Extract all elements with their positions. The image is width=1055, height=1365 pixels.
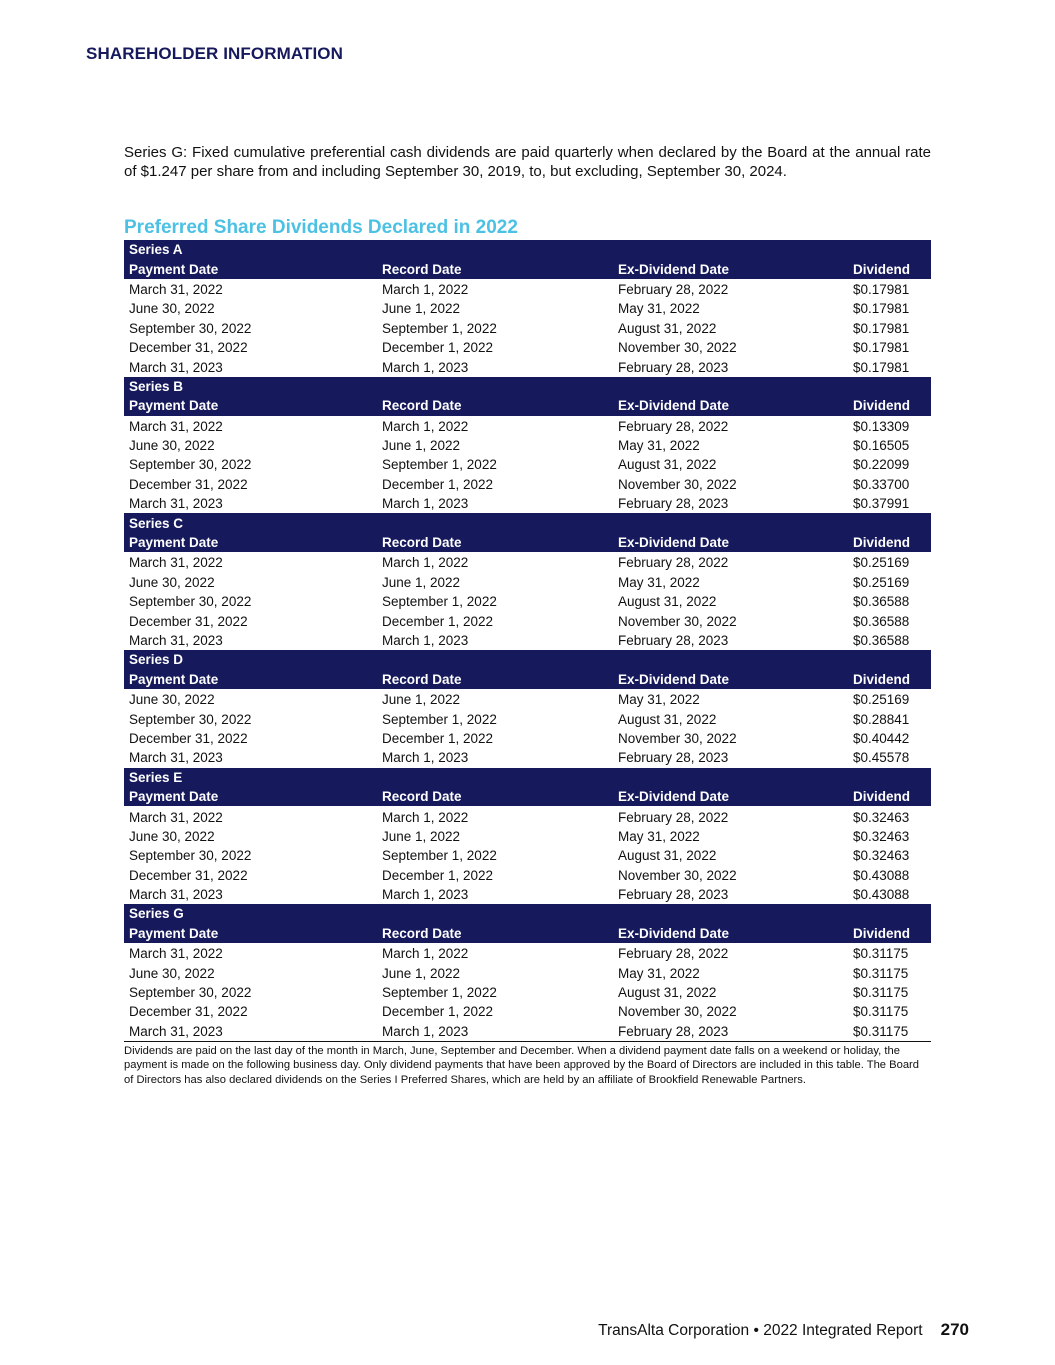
table-title: Preferred Share Dividends Declared in 2022 xyxy=(124,217,518,238)
table-cell: August 31, 2022 xyxy=(618,711,717,727)
table-cell: August 31, 2022 xyxy=(618,985,717,1001)
table-cell: $0.25169 xyxy=(853,555,910,571)
table-cell: March 31, 2022 xyxy=(129,809,223,825)
table-row xyxy=(124,573,931,592)
table-cell: June 30, 2022 xyxy=(129,301,215,317)
column-header-row xyxy=(124,924,931,944)
table-cell: March 31, 2023 xyxy=(129,750,223,766)
footnote: Dividends are paid on the last day of the month in March, June, September and December. When a dividend payment date falls on a weekend or holiday, the payment is made on the following business day. Only dividend payments that have been approved by the Board of Directors are included in this table. The Board of Directors has also declared dividends on the Series I Preferred Shares, which are held by an affiliate of Brookfield Renewable Partners. xyxy=(124,1045,919,1086)
table-cell: September 30, 2022 xyxy=(129,457,252,473)
table-cell: March 1, 2022 xyxy=(382,946,469,962)
table-row xyxy=(124,866,931,885)
table-cell: February 28, 2022 xyxy=(618,946,729,962)
column-header-row xyxy=(124,533,931,553)
table-cell: September 30, 2022 xyxy=(129,711,252,727)
table-cell: $0.22099 xyxy=(853,457,910,473)
table-cell: August 31, 2022 xyxy=(618,320,717,336)
table-cell: $0.37991 xyxy=(853,496,910,512)
column-header-row xyxy=(124,787,931,807)
table-row xyxy=(124,299,931,318)
table-cell: June 1, 2022 xyxy=(382,828,461,844)
column-header: Ex-Dividend Date xyxy=(613,670,848,690)
column-header: Payment Date xyxy=(124,787,377,807)
table-cell: December 31, 2022 xyxy=(129,476,248,492)
table-row xyxy=(124,553,931,573)
table-cell: $0.40442 xyxy=(853,730,910,746)
table-cell: September 1, 2022 xyxy=(382,985,497,1001)
table-cell: May 31, 2022 xyxy=(618,301,700,317)
table-row xyxy=(124,827,931,846)
table-cell: December 1, 2022 xyxy=(382,730,494,746)
table-cell: September 30, 2022 xyxy=(129,594,252,610)
table-cell: $0.32463 xyxy=(853,809,910,825)
table-cell: February 28, 2023 xyxy=(618,496,729,512)
table-cell: November 30, 2022 xyxy=(618,476,737,492)
column-header-row xyxy=(124,670,931,690)
table-cell: $0.43088 xyxy=(853,867,910,883)
table-cell: $0.31175 xyxy=(853,1004,909,1020)
table-cell: May 31, 2022 xyxy=(618,692,700,708)
table-row xyxy=(124,944,931,964)
table-cell: $0.33700 xyxy=(853,476,910,492)
series-name: Series E xyxy=(124,768,931,787)
column-header: Payment Date xyxy=(124,259,377,279)
table-row xyxy=(124,963,931,982)
footer-text: TransAlta Corporation • 2022 Integrated Report xyxy=(598,1322,923,1339)
table-row xyxy=(124,455,931,474)
series-name: Series A xyxy=(124,240,931,259)
table-cell: February 28, 2023 xyxy=(618,887,729,903)
table-cell: $0.43088 xyxy=(853,887,910,903)
table-cell: March 31, 2023 xyxy=(129,887,223,903)
table-cell: $0.17981 xyxy=(853,359,910,375)
table-cell: March 1, 2023 xyxy=(382,496,469,512)
column-header: Record Date xyxy=(377,670,613,690)
table-cell: $0.25169 xyxy=(853,692,910,708)
column-header: Ex-Dividend Date xyxy=(613,533,848,553)
table-row xyxy=(124,885,931,904)
table-cell: June 30, 2022 xyxy=(129,828,215,844)
column-header: Ex-Dividend Date xyxy=(613,259,848,279)
table-cell: $0.31175 xyxy=(848,1022,931,1042)
table-cell: March 1, 2023 xyxy=(382,887,469,903)
table-row xyxy=(124,611,931,630)
table-cell: November 30, 2022 xyxy=(618,613,737,629)
column-header: Record Date xyxy=(377,787,613,807)
table-row xyxy=(124,846,931,865)
table-cell: September 1, 2022 xyxy=(382,320,497,336)
intro-paragraph: Series G: Fixed cumulative preferential cash dividends are paid quarterly when declared by the Board at the annual rate of $1.247 per share from and including September 30, 2019, to, but excluding, September 30, 2024. xyxy=(124,144,931,180)
column-header-row xyxy=(124,259,931,279)
column-header-row xyxy=(124,396,931,416)
column-header: Dividend xyxy=(848,396,931,416)
table-cell: March 31, 2023 xyxy=(129,359,223,375)
table-cell: $0.17981 xyxy=(853,301,910,317)
table-row xyxy=(124,592,931,611)
column-header: Dividend xyxy=(848,787,931,807)
table-cell: March 1, 2022 xyxy=(382,809,469,825)
table-cell: March 31, 2022 xyxy=(129,555,223,571)
table-row xyxy=(124,1002,931,1021)
table-cell: $0.28841 xyxy=(853,711,910,727)
column-header: Dividend xyxy=(848,670,931,690)
series-name: Series D xyxy=(124,650,931,669)
column-header: Payment Date xyxy=(124,396,377,416)
table-cell: June 1, 2022 xyxy=(382,692,461,708)
series-header-row xyxy=(124,513,931,532)
column-header: Record Date xyxy=(377,533,613,553)
table-cell: September 30, 2022 xyxy=(129,320,252,336)
table-cell: June 1, 2022 xyxy=(382,438,461,454)
table-cell: $0.13309 xyxy=(853,418,910,434)
table-cell: March 1, 2023 xyxy=(377,1022,613,1042)
column-header: Dividend xyxy=(848,924,931,944)
table-cell: December 31, 2022 xyxy=(129,613,248,629)
table-cell: $0.36588 xyxy=(853,613,910,629)
table-cell: February 28, 2022 xyxy=(618,281,729,297)
column-header: Record Date xyxy=(377,259,613,279)
table-cell: December 31, 2022 xyxy=(129,340,248,356)
table-row xyxy=(124,983,931,1002)
table-cell: March 1, 2022 xyxy=(382,418,469,434)
table-cell: $0.36588 xyxy=(853,633,910,648)
table-cell: March 31, 2022 xyxy=(129,418,223,434)
table-cell: December 31, 2022 xyxy=(129,730,248,746)
table-cell: August 31, 2022 xyxy=(618,457,717,473)
table-cell: $0.31175 xyxy=(853,985,909,1001)
series-name: Series C xyxy=(124,513,931,532)
column-header: Ex-Dividend Date xyxy=(613,396,848,416)
table-cell: $0.16505 xyxy=(853,438,910,454)
table-cell: November 30, 2022 xyxy=(618,1004,737,1020)
table-cell: November 30, 2022 xyxy=(618,340,737,356)
series-name: Series G xyxy=(124,904,931,923)
column-header: Record Date xyxy=(377,924,613,944)
table-cell: June 30, 2022 xyxy=(129,965,215,981)
table-cell: December 1, 2022 xyxy=(382,340,494,356)
table-cell: May 31, 2022 xyxy=(618,828,700,844)
table-cell: August 31, 2022 xyxy=(618,848,717,864)
column-header: Dividend xyxy=(848,259,931,279)
table-cell: November 30, 2022 xyxy=(618,867,737,883)
column-header: Ex-Dividend Date xyxy=(613,787,848,807)
dividends-table xyxy=(124,240,931,1042)
table-cell: March 31, 2022 xyxy=(129,946,223,962)
page-footer xyxy=(598,1320,969,1340)
table-row xyxy=(124,357,931,376)
series-header-row xyxy=(124,650,931,669)
table-cell: March 31, 2022 xyxy=(129,281,223,297)
table-cell: February 28, 2022 xyxy=(618,809,729,825)
table-cell: September 30, 2022 xyxy=(129,848,252,864)
table-cell: February 28, 2022 xyxy=(618,555,729,571)
table-row xyxy=(124,748,931,767)
table-cell: June 1, 2022 xyxy=(382,574,461,590)
table-cell: May 31, 2022 xyxy=(618,574,700,590)
table-cell: June 30, 2022 xyxy=(129,574,215,590)
column-header: Payment Date xyxy=(124,924,377,944)
column-header: Record Date xyxy=(377,396,613,416)
table-cell: September 1, 2022 xyxy=(382,594,497,610)
table-cell: December 31, 2022 xyxy=(129,867,248,883)
table-cell: March 31, 2023 xyxy=(129,633,223,648)
table-cell: February 28, 2023 xyxy=(613,1022,848,1042)
table-row xyxy=(124,689,931,709)
table-cell: $0.17981 xyxy=(853,340,910,356)
table-cell: December 1, 2022 xyxy=(382,1004,494,1020)
table-cell: March 1, 2023 xyxy=(382,633,469,648)
table-row xyxy=(124,631,931,650)
column-header: Dividend xyxy=(848,533,931,553)
table-row xyxy=(124,475,931,494)
table-cell: September 1, 2022 xyxy=(382,848,497,864)
series-header-row xyxy=(124,768,931,787)
table-cell: September 1, 2022 xyxy=(382,457,497,473)
series-header-row xyxy=(124,240,931,259)
table-cell: February 28, 2023 xyxy=(618,359,729,375)
table-row xyxy=(124,729,931,748)
table-cell: March 1, 2022 xyxy=(382,555,469,571)
table-cell: $0.25169 xyxy=(853,574,910,590)
table-cell: March 1, 2023 xyxy=(382,750,469,766)
table-cell: $0.32463 xyxy=(853,848,910,864)
table-cell: May 31, 2022 xyxy=(618,438,700,454)
table-cell: February 28, 2023 xyxy=(618,633,729,648)
table-row xyxy=(124,1022,931,1042)
series-header-row xyxy=(124,904,931,923)
table-cell: $0.32463 xyxy=(853,828,910,844)
table-row xyxy=(124,807,931,827)
table-cell: December 1, 2022 xyxy=(382,867,494,883)
table-row xyxy=(124,279,931,299)
table-cell: $0.17981 xyxy=(853,281,910,297)
table-cell: February 28, 2022 xyxy=(618,418,729,434)
table-row xyxy=(124,338,931,357)
table-cell: May 31, 2022 xyxy=(618,965,700,981)
section-header: SHAREHOLDER INFORMATION xyxy=(86,44,343,63)
table-cell: December 1, 2022 xyxy=(382,476,494,492)
table-cell: September 30, 2022 xyxy=(129,985,252,1001)
page-number: 270 xyxy=(940,1320,969,1339)
table-cell: $0.45578 xyxy=(853,750,910,766)
table-cell: June 30, 2022 xyxy=(129,438,215,454)
column-header: Payment Date xyxy=(124,533,377,553)
table-row xyxy=(124,416,931,436)
table-cell: June 1, 2022 xyxy=(382,301,461,317)
table-cell: $0.31175 xyxy=(853,965,909,981)
table-cell: December 1, 2022 xyxy=(382,613,494,629)
table-cell: $0.36588 xyxy=(853,594,910,610)
table-row xyxy=(124,436,931,455)
column-header: Ex-Dividend Date xyxy=(613,924,848,944)
table-cell: September 1, 2022 xyxy=(382,711,497,727)
table-cell: December 31, 2022 xyxy=(129,1004,248,1020)
table-cell: August 31, 2022 xyxy=(618,594,717,610)
table-cell: $0.31175 xyxy=(853,946,909,962)
table-row xyxy=(124,709,931,728)
table-cell: March 1, 2022 xyxy=(382,281,469,297)
series-name: Series B xyxy=(124,377,931,396)
table-cell: February 28, 2023 xyxy=(618,750,729,766)
column-header: Payment Date xyxy=(124,670,377,690)
table-cell: November 30, 2022 xyxy=(618,730,737,746)
table-cell: March 31, 2023 xyxy=(124,1022,377,1042)
table-row xyxy=(124,494,931,513)
table-cell: June 1, 2022 xyxy=(382,965,461,981)
table-cell: March 31, 2023 xyxy=(129,496,223,512)
table-cell: June 30, 2022 xyxy=(129,692,215,708)
series-header-row xyxy=(124,377,931,396)
table-row xyxy=(124,319,931,338)
table-cell: $0.17981 xyxy=(853,320,910,336)
table-cell: March 1, 2023 xyxy=(382,359,469,375)
